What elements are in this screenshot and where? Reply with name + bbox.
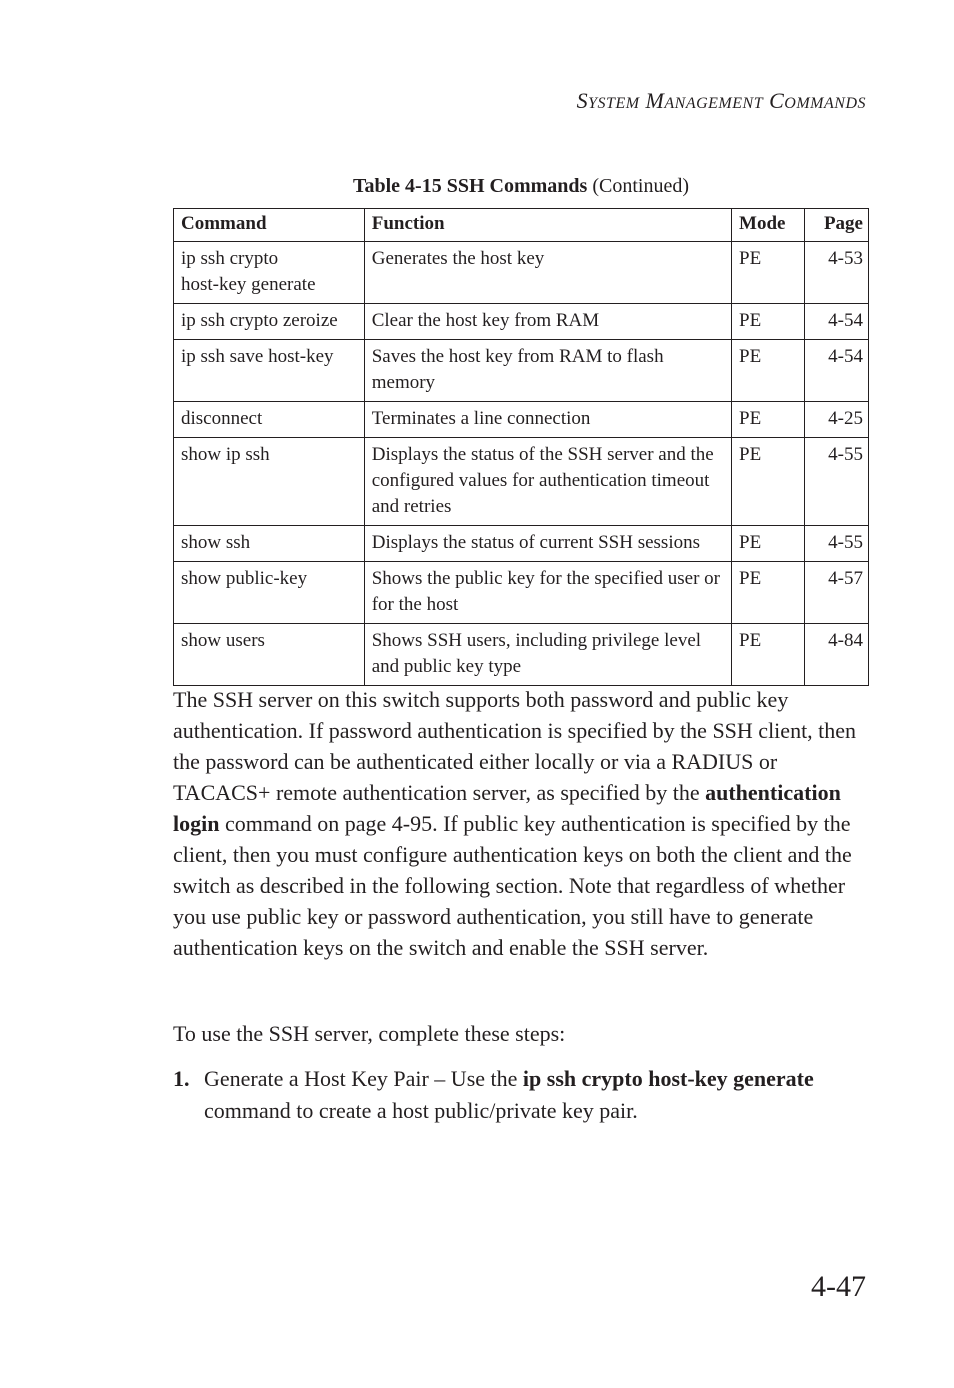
table-caption-title: Table 4-15 SSH Commands: [353, 175, 588, 197]
paragraph-steps-intro: To use the SSH server, complete these steps:: [173, 1021, 566, 1046]
header-word-3: COMMANDS: [769, 88, 866, 113]
table-row: [174, 438, 869, 526]
cell-function: Saves the host key from RAM to flash memory: [364, 340, 731, 402]
cell-page: 4-57: [805, 562, 869, 624]
cell-function: Shows SSH users, including privilege level and public key type: [364, 624, 731, 686]
col-header-mode: Mode: [732, 209, 805, 242]
col-header-command: Command: [174, 209, 365, 242]
step-text: [204, 1063, 873, 1127]
step-text-part: Generate a Host Key Pair – Use the: [204, 1066, 523, 1091]
step-text-part: command to create a host public/private key pair.: [204, 1098, 638, 1123]
cell-command: show users: [174, 624, 365, 686]
table-row: [174, 242, 869, 304]
ssh-commands-table: [173, 208, 869, 686]
cell-mode: PE: [732, 242, 805, 304]
col-header-page: Page: [805, 209, 869, 242]
cell-mode: PE: [732, 340, 805, 402]
cell-page: 4-25: [805, 402, 869, 438]
cell-function: Displays the status of the SSH server and the configured values for authentication timeout and retries: [364, 438, 731, 526]
col-header-function: Function: [364, 209, 731, 242]
cell-command: disconnect: [174, 402, 365, 438]
cell-page: 4-84: [805, 624, 869, 686]
step-number: 1.: [173, 1066, 190, 1091]
step-1: [173, 1063, 873, 1127]
paragraph-auth-overview: [173, 684, 873, 963]
header-word-2: MANAGEMENT: [645, 88, 764, 113]
header-word-1: SYSTEM: [576, 88, 640, 113]
cell-command: show ip ssh: [174, 438, 365, 526]
table-caption: [173, 175, 869, 198]
cell-command: show public-key: [174, 562, 365, 624]
cell-page: 4-55: [805, 438, 869, 526]
table-caption-suffix: (Continued): [592, 175, 689, 197]
paragraph-text: command on page 4-95. If public key authentication is specified by the client, then you must configure authentication keys on both the client and the switch as described in the following section. Note that regardless of whether you use public key or password authentication, you still have to generate authentication keys on the switch and enable the SSH server.: [173, 811, 852, 960]
cell-command: ip ssh save host-key: [174, 340, 365, 402]
table-row: [174, 526, 869, 562]
cell-function: Shows the public key for the specified user or for the host: [364, 562, 731, 624]
cell-mode: PE: [732, 624, 805, 686]
table-body: [174, 242, 869, 686]
cell-function: Clear the host key from RAM: [364, 304, 731, 340]
command-reference-host-key-generate: ip ssh crypto host-key generate: [522, 1066, 814, 1091]
command-reference-auth-login: authentication login: [173, 780, 841, 836]
table-row: [174, 304, 869, 340]
cell-mode: PE: [732, 526, 805, 562]
cell-command: ip ssh crypto host-key generate: [174, 242, 365, 304]
cell-mode: PE: [732, 402, 805, 438]
cell-page: 4-53: [805, 242, 869, 304]
cell-command: ip ssh crypto zeroize: [174, 304, 365, 340]
cell-function: Terminates a line connection: [364, 402, 731, 438]
cell-command: show ssh: [174, 526, 365, 562]
cell-mode: PE: [732, 438, 805, 526]
table-row: [174, 624, 869, 686]
cell-function: Generates the host key: [364, 242, 731, 304]
running-header: [577, 88, 866, 114]
cell-page: 4-54: [805, 304, 869, 340]
table-row: [174, 402, 869, 438]
cell-function: Displays the status of current SSH sessions: [364, 526, 731, 562]
page-number: 4-47: [811, 1270, 866, 1303]
paragraph-text: The SSH server on this switch supports both password and public key authentication. If password authentication is specified by the SSH client, then the password can be authenticated either locally or via a RADIUS or TACACS+ remote authentication server, as specified by the: [173, 687, 857, 805]
cell-page: 4-54: [805, 340, 869, 402]
cell-mode: PE: [732, 562, 805, 624]
table-row: [174, 340, 869, 402]
cell-mode: PE: [732, 304, 805, 340]
table-row: [174, 562, 869, 624]
cell-page: 4-55: [805, 526, 869, 562]
table-header-row: [174, 209, 869, 242]
